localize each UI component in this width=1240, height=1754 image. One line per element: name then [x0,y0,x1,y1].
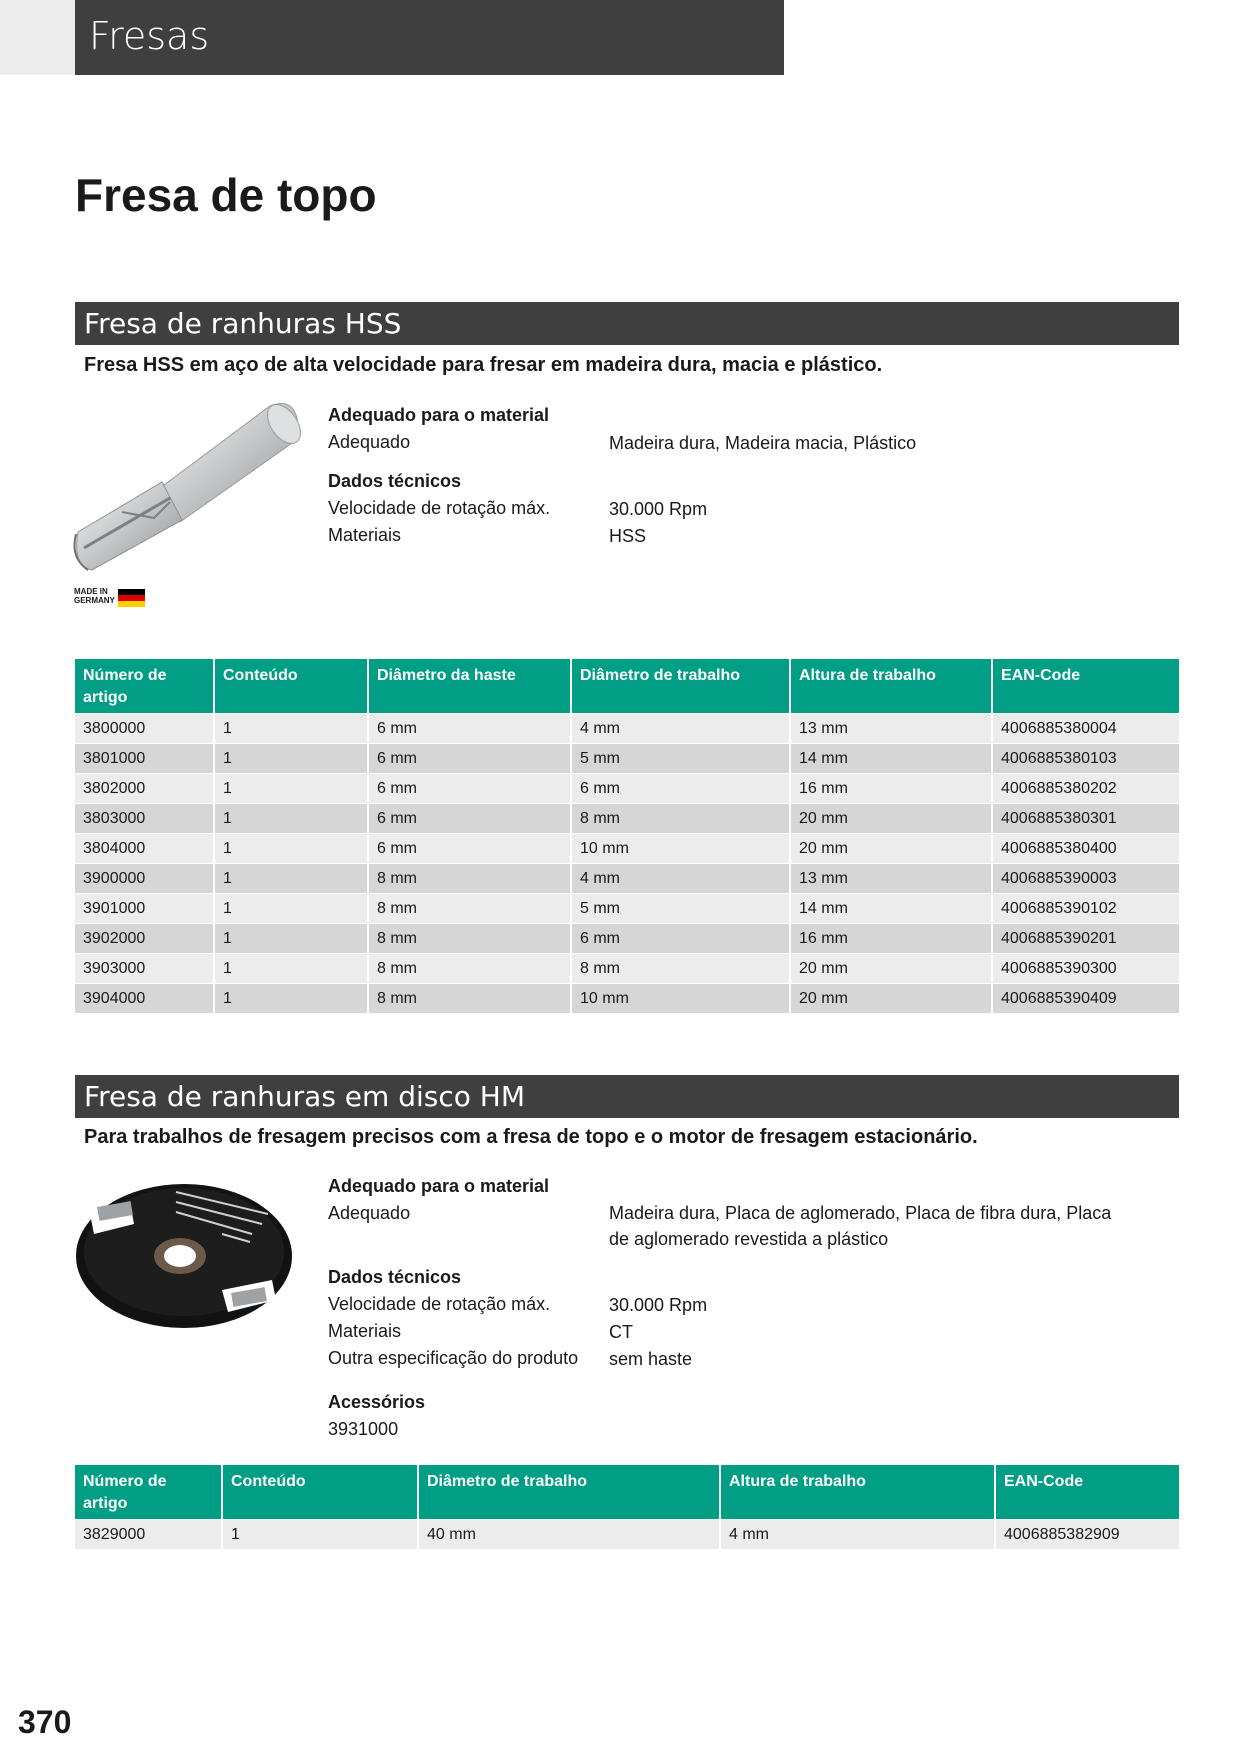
table-cell: 1 [223,1519,419,1549]
spec-accessories-value: 3931000 [328,1419,399,1439]
table-cell: 1 [215,923,369,953]
table-cell: 3801000 [75,743,215,773]
table-cell: 3903000 [75,953,215,983]
spec-rpm-value: 30.000 Rpm [609,499,708,519]
column-header-article: Número de artigo [75,659,215,713]
table-cell: 1 [215,773,369,803]
table-cell: 8 mm [369,923,572,953]
made-in-germany-badge [74,587,146,607]
table-cell: 6 mm [572,923,791,953]
table-header-row [75,659,1179,713]
section-title-disc: Fresa de ranhuras em disco HM [75,1075,1179,1118]
table-cell: 3900000 [75,863,215,893]
table-cell: 3803000 [75,803,215,833]
table-cell: 8 mm [369,893,572,923]
spec-tech-header: Dados técnicos [328,471,462,491]
table-row [75,833,1179,863]
column-header-working-diameter: Diâmetro de trabalho [419,1465,721,1519]
spec-material-label: Materiais [328,525,402,545]
table-row [75,953,1179,983]
table-cell: 6 mm [369,833,572,863]
column-header-working-height: Altura de trabalho [791,659,993,713]
spec-other-value-disc: sem haste [609,1349,693,1369]
table-row [75,803,1179,833]
table-cell: 8 mm [369,863,572,893]
table-cell: 16 mm [791,773,993,803]
table-cell: 6 mm [369,743,572,773]
table-body-hss [75,713,1179,1013]
table-cell: 4006885380202 [993,773,1179,803]
spec-other-label-disc: Outra especificação do produto [328,1348,579,1368]
table-cell: 3902000 [75,923,215,953]
made-in-germany-text: MADE IN GERMANY [74,587,115,605]
disc-cutter-icon [72,1172,294,1332]
table-cell: 4006885390300 [993,953,1179,983]
table-cell: 4006885380103 [993,743,1179,773]
column-header-content: Conteúdo [223,1465,419,1519]
product-table-hss [75,659,1179,1013]
router-bit-icon [70,398,302,578]
table-cell: 1 [215,803,369,833]
table-cell: 1 [215,713,369,743]
table-cell: 8 mm [369,983,572,1013]
table-cell: 6 mm [369,713,572,743]
table-cell: 4 mm [572,713,791,743]
column-header-ean: EAN-Code [993,659,1179,713]
section-lead-disc: Para trabalhos de fresagem precisos com a fresa de topo e o motor de fresagem estacionário. [84,1126,978,1148]
table-cell: 1 [215,833,369,863]
column-header-working-diameter: Diâmetro de trabalho [572,659,791,713]
spec-rpm-value-disc: 30.000 Rpm [609,1295,708,1315]
table-row [75,743,1179,773]
chapter-title: Fresas [89,14,210,58]
table-cell: 3901000 [75,893,215,923]
table-cell: 5 mm [572,893,791,923]
table-cell: 14 mm [791,743,993,773]
column-header-working-height: Altura de trabalho [721,1465,996,1519]
spec-material-value-disc: CT [609,1322,633,1342]
column-header-ean: EAN-Code [996,1465,1179,1519]
table-cell: 4006885390409 [993,983,1179,1013]
spec-rpm-label: Velocidade de rotação máx. [328,498,551,518]
table-cell: 8 mm [369,953,572,983]
table-cell: 4006885380400 [993,833,1179,863]
table-cell: 8 mm [572,953,791,983]
spec-suitable-value: Madeira dura, Madeira macia, Plástico [609,433,917,453]
german-flag-icon [118,589,145,607]
table-row [75,713,1179,743]
table-row [75,893,1179,923]
table-cell: 20 mm [791,953,993,983]
spec-accessories-header: Acessórios [328,1392,426,1412]
table-cell: 4006885380004 [993,713,1179,743]
product-table-disc [75,1465,1179,1549]
page-number: 370 [18,1704,72,1740]
table-row [75,863,1179,893]
table-cell: 20 mm [791,983,993,1013]
table-cell: 4006885380301 [993,803,1179,833]
table-cell: 14 mm [791,893,993,923]
table-cell: 4006885390003 [993,863,1179,893]
table-cell: 10 mm [572,983,791,1013]
column-header-article: Número de artigo [75,1465,223,1519]
table-cell: 40 mm [419,1519,721,1549]
table-cell: 3904000 [75,983,215,1013]
chapter-left-tab [0,0,75,75]
table-cell: 1 [215,743,369,773]
table-body-disc [75,1519,1179,1549]
table-cell: 6 mm [572,773,791,803]
table-cell: 3804000 [75,833,215,863]
spec-tech-header-disc: Dados técnicos [328,1267,462,1287]
table-cell: 20 mm [791,833,993,863]
section-title-hss: Fresa de ranhuras HSS [75,302,1179,345]
table-cell: 3829000 [75,1519,223,1549]
table-cell: 1 [215,983,369,1013]
page-title: Fresa de topo [75,169,377,221]
spec-suitable-header: Adequado para o material [328,405,550,425]
table-cell: 6 mm [369,803,572,833]
table-cell: 1 [215,953,369,983]
table-cell: 13 mm [791,713,993,743]
table-cell: 10 mm [572,833,791,863]
table-cell: 3800000 [75,713,215,743]
column-header-shank-diameter: Diâmetro da haste [369,659,572,713]
table-cell: 20 mm [791,803,993,833]
table-cell: 4006885382909 [996,1519,1179,1549]
section-lead-hss: Fresa HSS em aço de alta velocidade para fresar em madeira dura, macia e plástico. [84,354,883,376]
spec-suitable-value-disc: Madeira dura, Placa de aglomerado, Placa de fibra dura, Placa de aglomerado revestida a plástico [609,1203,1112,1249]
table-row [75,983,1179,1013]
spec-suitable-label-disc: Adequado [328,1203,411,1223]
table-cell: 4006885390201 [993,923,1179,953]
table-cell: 6 mm [369,773,572,803]
table-cell: 4 mm [721,1519,996,1549]
table-cell: 4006885390102 [993,893,1179,923]
spec-material-value: HSS [609,526,647,546]
spec-rpm-label-disc: Velocidade de rotação máx. [328,1294,551,1314]
spec-suitable-header-disc: Adequado para o material [328,1176,550,1196]
spec-suitable-label: Adequado [328,432,411,452]
table-cell: 13 mm [791,863,993,893]
table-cell: 1 [215,863,369,893]
table-cell: 16 mm [791,923,993,953]
table-row [75,1519,1179,1549]
table-header-row [75,1465,1179,1519]
table-cell: 1 [215,893,369,923]
table-row [75,923,1179,953]
table-row [75,773,1179,803]
table-cell: 3802000 [75,773,215,803]
spec-material-label-disc: Materiais [328,1321,402,1341]
table-cell: 4 mm [572,863,791,893]
column-header-content: Conteúdo [215,659,369,713]
table-cell: 8 mm [572,803,791,833]
table-cell: 5 mm [572,743,791,773]
